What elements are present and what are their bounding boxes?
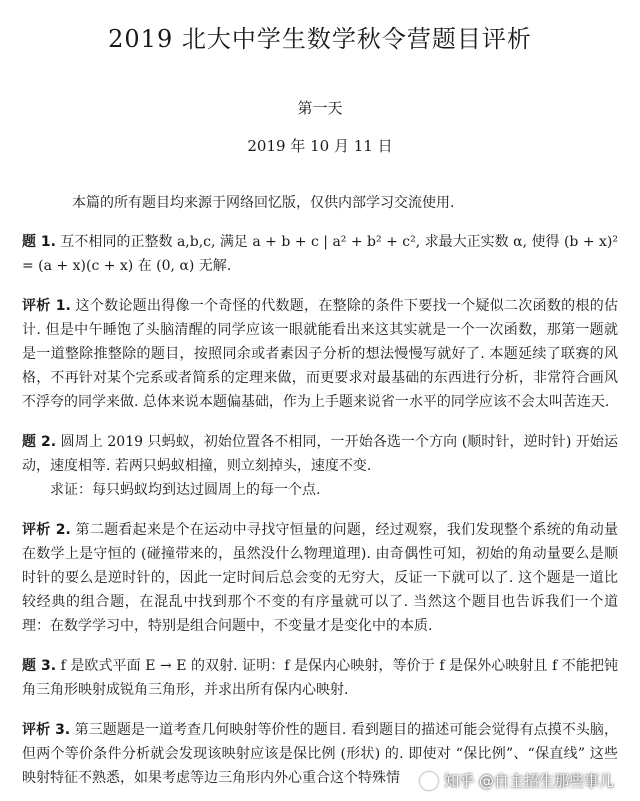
date-line: 2019 年 10 月 11 日 xyxy=(247,137,393,155)
problem-3 xyxy=(22,654,618,702)
analysis-1 xyxy=(22,294,618,414)
analysis-label: 评析 3. xyxy=(22,722,71,738)
day-heading: 第一天 xyxy=(297,99,343,117)
problem-label: 题 3. xyxy=(22,658,57,674)
analysis-label: 评析 2. xyxy=(22,522,71,538)
problem-text: f 是欧式平面 E → E 的双射. 证明：f 是保内心映射，等价于 f 是保外心映射且 f 不能把钝角三角形映射成锐角三角形，并求出所有保内心映射. xyxy=(22,658,619,698)
zhihu-watermark xyxy=(420,770,614,791)
analysis-text: 第三题题是一道考查几何映射等价性的题目. 看到题目的描述可能会觉得有点摸不头脑，但两个等价条件分析就会发现该映射应该是保比例 (形状) 的. 即使对 “保比例”、“保直线” 这些映射特征不熟悉，如果考虑等边三角形内外心重合这个特殊情 xyxy=(22,722,619,786)
watermark-text: 知乎 @自主招生那些事儿 xyxy=(444,772,614,790)
problem-claim: 求证：每只蚂蚁均到达过圆周上的每一个点. xyxy=(50,482,321,498)
problem-text: 互不相同的正整数 a,b,c, 满足 a + b + c | a² + b² + c², 求最大正实数 α, 使得 (b + x)² = (a + x)(c + x) 在 (0, α) 无解. xyxy=(22,234,619,274)
intro-paragraph: 本篇的所有题目均来源于网络回忆版，仅供内部学习交流使用. xyxy=(72,195,455,211)
analysis-2 xyxy=(22,518,618,638)
problem-label: 题 2. xyxy=(22,434,57,450)
analysis-text: 这个数论题出得像一个奇怪的代数题，在整除的条件下要找一个疑似二次函数的根的估计. 但是中午睡饱了头脑清醒的同学应该一眼就能看出来这其实就是一个一次函数，那第一题就是一道整除推整除的题目，按照同余或者素因子分析的想法慢慢写就好了. 本题延续了联赛的风格，不再针对某个完系或者简系的定理来做，而更要求对最基础的东西进行分析，非常符合画风不浮夸的同学来做. 总体来说本题偏基础，作为上手题来说省一水平的同学应该不会太叫苦连天. xyxy=(22,298,619,410)
zhihu-circle-icon xyxy=(420,772,438,790)
problem-1 xyxy=(22,230,618,278)
problem-text: 圆周上 2019 只蚂蚁，初始位置各不相同，一开始各选一个方向 (顺时针，逆时针) 开始运动，速度相等. 若两只蚂蚁相撞，则立刻掉头，速度不变. xyxy=(22,434,618,474)
problem-label: 题 1. xyxy=(22,234,56,250)
document-title: 2019 北大中学生数学秋令营题目评析 xyxy=(108,25,532,53)
analysis-label: 评析 1. xyxy=(22,298,71,314)
analysis-text: 第二题看起来是个在运动中寻找守恒量的问题，经过观察，我们发现整个系统的角动量在数学上是守恒的 (碰撞带来的，虽然没什么物理道理). 由奇偶性可知，初始的角动量要么是顺时针的要么是逆时针的，因此一定时间后总会变的无穷大，反证一下就可以了. 这个题是一道比较经典的组合题，在混乱中找到那个不变的有序量就可以了. 当然这个题目也告诉我们一个道理：在数学学习中，特别是组合问题中，不变量才是变化中的本质. xyxy=(22,522,619,634)
problem-2 xyxy=(22,430,618,502)
